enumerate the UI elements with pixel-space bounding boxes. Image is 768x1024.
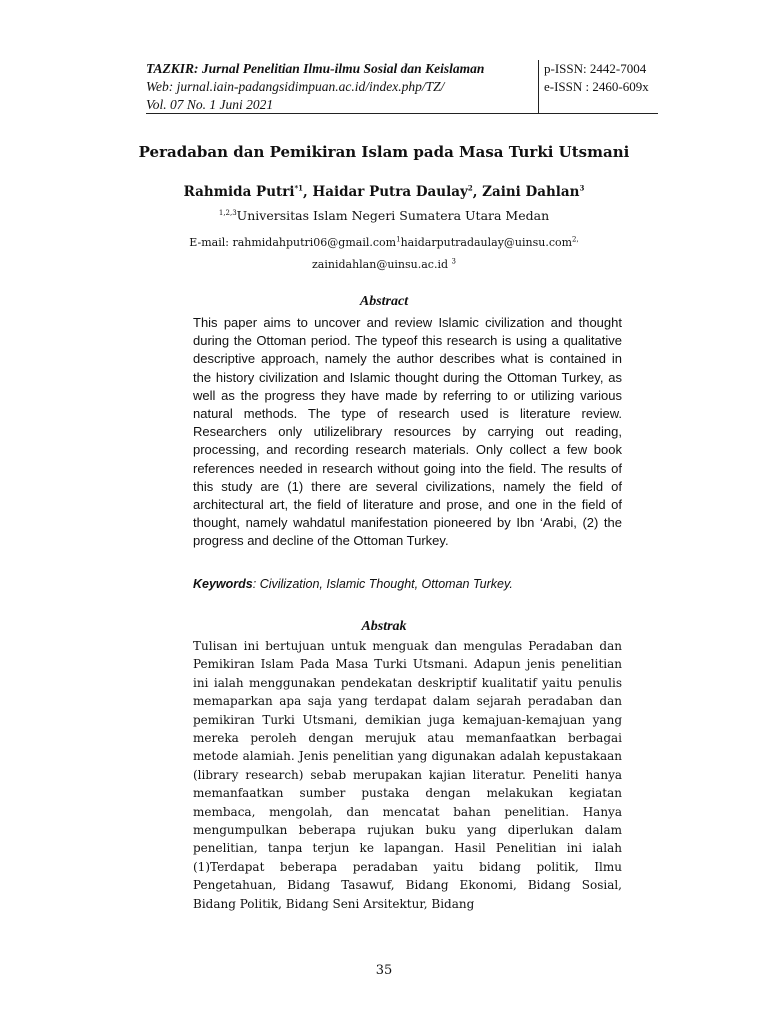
author-mark: 2 — [467, 183, 473, 193]
email-link[interactable]: haidarputradaulay@uinsu.com — [400, 236, 573, 249]
paper-title: Peradaban dan Pemikiran Islam pada Masa Turki Utsmani — [138, 143, 630, 161]
abstract-indonesian: Tulisan ini bertujuan untuk menguak dan mengulas Peradaban dan Pemikiran Islam Pada Masa Turki Utsmani. Adapun jenis penelitian ini ialah menggunakan pendekatan deskriptif kualitatif yaitu penulis memaparkan apa saja yang terdapat dalam sejarah peradaban dan pemikiran Turki Utsmani, demikian juga kemajuan-kemajuan yang mereka peroleh dengan merujuk atau memanfaatkan berbagai metode alamiah. Jenis penelitian yang digunakan adalah kepustakaan (library research) sebab merupakan kajian literatur. Peneliti hanya memanfaatkan sumber pustaka dengan melakukan kegiatan membaca, mengolah, dan mencatat bahan penelitian. Hanya mengumpulkan beberapa rujukan buku yang diperlukan dalam penelitian, tanpa terjun ke lapangan. Hasil Penelitian ini ialah (1)Terdapat beberapa peradaban yaitu bidang politik, Ilmu Pengetahuan, Bidang Tasawuf, Bidang Ekonomi, Bidang Sosial, Bidang Politik, Bidang Seni Arsitektur, Bidang — [193, 639, 622, 911]
abstrak-heading: Abstrak — [361, 619, 407, 634]
journal-volume: Vol. 07 No. 1 Juni 2021 — [146, 97, 274, 112]
email-mark: 1 — [396, 235, 401, 244]
keywords-label: Keywords — [193, 577, 253, 591]
email-link[interactable]: zainidahlan@uinsu.ac.id — [312, 258, 449, 271]
e-issn: e-ISSN : 2460-609x — [544, 79, 649, 94]
author-line — [0, 184, 768, 200]
author-separator: , — [472, 184, 483, 200]
affiliation-line — [0, 208, 768, 223]
p-issn: p-ISSN: 2442-7004 — [544, 61, 647, 76]
keywords: : Civilization, Islamic Thought, Ottoman Turkey. — [252, 577, 513, 591]
email-mark: 2, — [572, 235, 579, 244]
email-link[interactable]: rahmidahputri06@gmail.com — [232, 236, 397, 249]
affiliation: Universitas Islam Negeri Sumatera Utara Medan — [236, 208, 550, 223]
page-number: 35 — [375, 963, 393, 978]
abstract-english: This paper aims to uncover and review Islamic civilization and thought during the Ottoman period. The typeof this research is using a qualitative descriptive approach, namely the author describes what is contained in the history civilization and Islamic thought during the Ottoman Turkey, as well as the progress they have made by referring to or utilizing various natural methods. The type of research used is literature review. Researchers only utilizelibrary resources by carrying out reading, processing, and recording research materials. Only collect a few book references needed in research without going into the field. The results of this study are (1) there are several civilizations, namely the field of architectural art, the field of literature and prose, and one in the field of thought, namely wahdatul manifestation pioneered by Ibn ‘Arabi, (2) the progress and decline of the Ottoman Turkey. — [193, 315, 622, 549]
header-divider — [538, 60, 539, 114]
author-separator: , — [303, 184, 313, 200]
header-rule — [146, 113, 658, 114]
author-name: Zaini Dahlan — [482, 184, 580, 200]
email-label: E-mail: — [189, 236, 233, 249]
affiliation-mark: 1,2,3 — [218, 208, 237, 217]
journal-header — [146, 60, 658, 114]
abstract-heading: Abstract — [359, 294, 409, 309]
email-line — [0, 232, 768, 276]
issn-info — [544, 60, 660, 96]
author-name: Rahmida Putri — [183, 184, 295, 200]
journal-title: TAZKIR: Jurnal Penelitian Ilmu-ilmu Sosial dan Keislaman — [146, 61, 485, 76]
author-mark: *1 — [294, 183, 304, 193]
email-mark: 3 — [451, 257, 456, 266]
author-name: Haidar Putra Daulay — [312, 184, 468, 200]
author-mark: 3 — [579, 183, 585, 193]
journal-web: Web: jurnal.iain-padangsidimpuan.ac.id/index.php/TZ/ — [146, 79, 445, 94]
keywords-line — [193, 577, 622, 591]
journal-info — [146, 60, 536, 114]
